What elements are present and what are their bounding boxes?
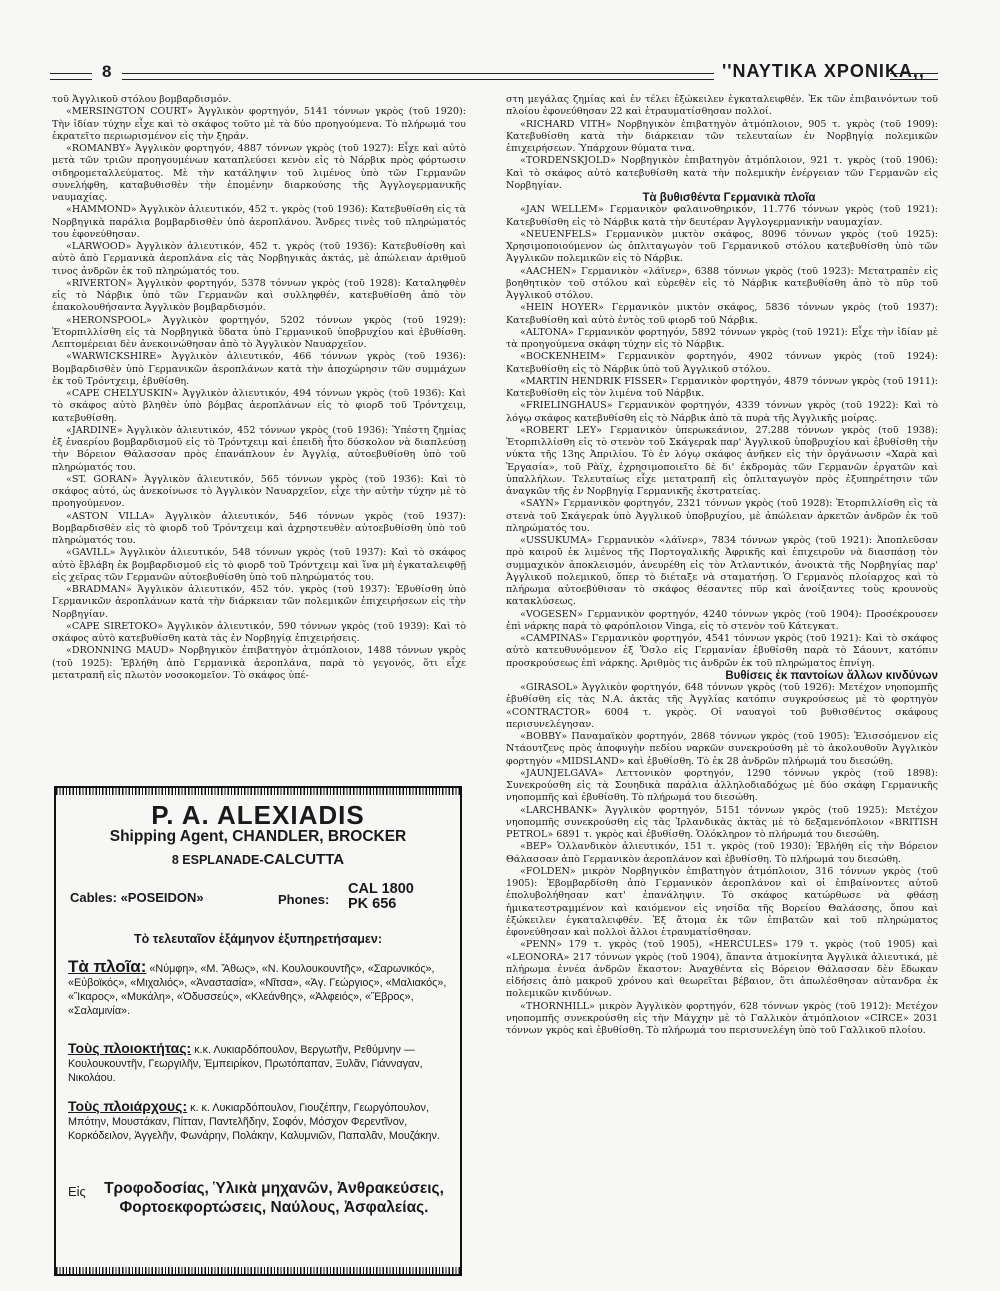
article-paragraph: «ALTONA» Γερμανικὸν φορτηγόν, 5892 τόννων γκρὸς (τοῦ 1921): Εἶχε τὴν ἰδίαν μὲ τὰ προηγούμενα σκάφη τύχην εἰς τὸ Νάρβικ. — [506, 326, 938, 350]
ad-services: Shipping Agent, CHANDLER, BROCKER — [109, 828, 407, 845]
article-paragraph: «MERSINGTON COURT» Ἀγγλικὸν φορτηγόν, 5141 τόννων γκρὸς (τοῦ 1920): Τὴν ἰδίαν τύχην εἶχε καὶ τὸ σκάφος τοῦτο μὲ τὰ δύο προηγούμενα. Τὸ πλήρωμά του ἐκρατεῖτο περιωρισμένον εἰς τὴν ξηράν. — [52, 106, 466, 142]
article-paragraph: «RIVERTON» Ἀγγλικὸν φορτηγόν, 5378 τόννων γκρὸς (τοῦ 1928): Καταληφθὲν εἰς τὸ Νάρβικ ὑπὸ τῶν Γερμανῶν καὶ συλληφθέν, κατεβυθίσθη ἀπὸ τὸν ἐπακολουθήσαντα Ἀγγλικὸν βομβαρδισμόν. — [52, 277, 466, 314]
article-paragraph: «LARWOOD» Ἀγγλικὸν ἁλιευτικόν, 452 τ. γκρὸς (τοῦ 1936): Κατεβυθίσθη καὶ αὐτὸ ἀπὸ Γερμανικὰ ἀεροπλάνα εἰς τὰς Νορβηγικὰς ἀκτάς, μὲ ἀπώλειαν ἀριθμοῦ τινος ἀνδρῶν ἐκ τοῦ πληρώματός του. — [52, 241, 466, 277]
article-paragraph: «CAMPINAS» Γερμανικὸν φορτηγόν, 4541 τόννων γκρὸς (τοῦ 1921): Καὶ τὸ σκάφος αὐτὸ κατευθυνόμενον ἐξ Ὄσλο εἰς Γερμανίαν ἐβυθίσθη παρὰ τὸ Σάουντ, κατόπιν προσκρούσεως ἐπὶ νάρκης. Ἀριθμὸς τις ἀνδρῶν ἐκ τοῦ πληρώματος ἐπνίγη. — [506, 633, 938, 669]
article-paragraph: «BOBBY» Παναμαϊκὸν φορτηγόν, 2868 τόννων γκρὸς (τοῦ 1905): Ἐλισσόμενον εἰς Ντάουτζενς πρὸς ἀποφυγὴν πεδίου ναρκῶν συνεκρούσθη μὲ τὸ ἀκολουθοῦν Ἀγγλικὸν φορτηγὸν «MIDSLAND» καὶ ἐβυθίσθη. Τὸ ἐκ 28 ἀνδρῶν πλήρωμά του διεσώθη. — [506, 731, 938, 767]
article-paragraph: «BOCKENHEIM» Γερμανικὸν φορτηγόν, 4902 τόννων γκρὸς (τοῦ 1924): Κατεβυθίσθη εἰς τὸ Νάρβικ ὑπὸ τοῦ Ἀγγλικοῦ στόλου. — [506, 351, 938, 375]
ad-owners-section: Τοὺς πλοιοκτήτας: κ.κ. Λυκιαρδόπουλον, Βεργωτῆν, Ρεθύμνην — Κουλουκουντῆν, Γεωργιλῆν, Ἐμπειρίκον, Πρωτόπαπαν, Ξυλᾶν, Γιάνναγαν, Νικολάου. — [68, 1040, 423, 1084]
ad-captains-section: Τοὺς πλοιάρχους: κ. κ. Λυκιαρδόπουλον, Γιουζέπην, Γεωργόπουλον, Μπότην, Μουστάκαν, Πίτταν, Παντελῆδην, Σοφόν, Μόσχον Φερεντῖνον, Κορκόδειλον, Ἀγγελῆν, Φωνάρην, Πολάκην, Καλυμνιῶν, Παπαλᾶν, Μουζάκην. — [68, 1098, 440, 1142]
article-paragraph: «ASTON VILLA» Ἀγγλικὸν ἁλιευτικόν, 546 τόννων γκρὸς (τοῦ 1937): Βομβαρδισθὲν εἰς τὸ φιορδ τοῦ Τρόντχειμ καὶ ἀχρηστευθὲν αὐτοεβυθίσθη ὑπὸ τοῦ πληρώματός του. — [52, 510, 466, 546]
article-paragraph: «PENN» 179 τ. γκρὸς (τοῦ 1905), «HERCULES» 179 τ. γκρὸς (τοῦ 1905) καὶ «LEONORA» 217 τόννων γκρὸς (τοῦ 1904), ἅπαντα ἀτμοκίνητα Ἀγγλικὰ ἁλιευτικά, μὲ πλήρωμα ἐννέα ἀνδρῶν ἕκαστον: Ἀναχθέντα εἰς Βόρειον Θάλασσαν δὲν ἔδωκαν εἰδήσεις ἀπὸ μακροῦ χρόνου καὶ θεωρεῖται βέβαιον, ὅτι ἀπωλέσθησαν αὐτανδρα ἐκ πολεμικῶν κινδύνων. — [506, 939, 938, 1000]
page-header — [50, 62, 938, 86]
article-paragraph: «JAUNJELGAVA» Λεττονικὸν φορτηγόν, 1290 τόννων γκρὸς (τοῦ 1898): Συνεκρούσθη εἰς τὰ Σουηδικὰ παράλια ἀλληλοδιαδόχως μὲ δύο σκάφη Γερμανικῆς νηοπομπῆς καὶ ἐβυθίσθη. Τὸ πλήρωμά του διεσώθη. — [506, 767, 938, 804]
article-paragraph: «USSUKUMA» Γερμανικὸν «λάϊνερ», 7834 τόννων γκρὸς (τοῦ 1921): Ἀποπλεῦσαν πρὸ καιροῦ ἐκ λιμένος τῆς Πορτογαλικῆς Ἀφρικῆς καὶ ἐπιχειροῦν νὰ διασπάσῃ τὸν συμμαχικὸν ἀποκλεισμόν, ἀνευρέθη εἰς τὸν Ἀτλαντικόν, ἀνοικτὰ τῆς Νορβηγίας παρ' Ἀγγλικοῦ πολεμικοῦ, ὅπερ τὸ διέταξε νὰ σταματήσῃ. Ὁ Γερμανὸς πλοίαρχος καὶ τὸ πλήρωμα αὐτοεβύθισαν τὸ σκάφος θέσαντες πῦρ καὶ ἀνοίξαντες τοὺς κρουνοὺς κατακλύσεως. — [506, 535, 938, 608]
alexiadis-advertisement: P. A. ALEXIADIS Shipping Agent, CHANDLER, BROCKER 8 ESPLANADE-CALCUTTA Cables: «POSEIDON» Phones: CAL 1800 PK 656 Τὸ τελευταῖον ἑξάμηνον ἐξυπηρετήσαμεν: Τὰ πλοῖα: «Νύμφη», «Μ. Ἄθως», «Ν. Κουλουκουντῆς», «Σαρωνικός», «Εὐβοϊκός», «Μιχαλιός», «Ἀναστασία», «Νῖτσα», «Ἁγ. Γεώργιος», «Μαλιακός», «Ἴκαρος», «Μυκάλη», «Ὀδυσσεύς», «Κλεάνθης», «Ἀλφειός», «Ἔβρος», «Σαλαμινία». Τοὺς πλοιοκτήτας: κ.κ. Λυκιαρδόπουλον, Βεργωτῆν, Ρεθύμνην — Κουλουκουντῆν, Γεωργιλῆν, Ἐμπειρίκον, Πρωτόπαπαν, Ξυλᾶν, Γιάνναγαν, Νικολάου. Τοὺς πλοιάρχους: κ. κ. Λυκιαρδόπουλον, Γιουζέπην, Γεωργόπουλον, Μπότην, Μουστάκαν, Πίτταν, Παντελῆδην, Σοφόν, Μόσχον Φερεντῖνον, Κορκόδειλον, Ἀγγελῆν, Φωνάρην, Πολάκην, Καλυμνιῶν, Παπαλᾶν, Μουζάκην. Εἰς Τροφοδοσίας, Ὑλικὰ μηχανῶν, Ἀνθρακεύσεις, Φορτοεκφορτώσεις, Ναύλους, Ἀσφαλείας. — [54, 786, 462, 1276]
article-paragraph: «AACHEN» Γερμανικὸν «λάϊνερ», 6388 τόννων γκρὸς (τοῦ 1923): Μετατραπὲν εἰς βοηθητικὸν τοῦ στόλου καὶ εὑρεθὲν εἰς τὸ Νάρβικ κατεβυθίσθη ἀπὸ τὸ πῦρ τοῦ Ἀγγλικοῦ στόλου. — [506, 265, 938, 301]
header-rule-left — [50, 73, 92, 80]
right-column-article — [506, 94, 938, 1284]
article-paragraph: «DRONNING MAUD» Νορβηγικὸν ἐπιβατηγὸν ἀτμόπλοιον, 1488 τόννων γκρὸς (τοῦ 1925): Ἐβλήθη ἀπὸ Γερμανικὰ ἀεροπλάνα, παρὰ τὸ γεγονός, ὅτι εἶχε μετατραπῆ εἰς πλωτὸν νοσοκομεῖον. Τὸ σκάφος ὑπέ- — [52, 645, 466, 681]
ad-border-bottom — [56, 1267, 460, 1274]
ad-phone-numbers — [348, 882, 414, 912]
ad-served-heading: Τὸ τελευταῖον ἑξάμηνον ἐξυπηρετήσαμεν: — [134, 932, 382, 946]
ad-address: 8 ESPLANADE-CALCUTTA — [171, 851, 345, 868]
section-heading-german-ships: Τὰ βυθισθέντα Γερμανικὰ πλοῖα — [642, 192, 816, 204]
left-column-article — [52, 94, 466, 784]
ad-ships-section: Τὰ πλοῖα: «Νύμφη», «Μ. Ἄθως», «Ν. Κουλουκουντῆς», «Σαρωνικός», «Εὐβοϊκός», «Μιχαλιός», «Ἀναστασία», «Νῖτσα», «Ἁγ. Γεώργιος», «Μαλιακός», «Ἴκαρος», «Μυκάλη», «Ὀδυσσεύς», «Κλεάνθης», «Ἀλφειός», «Ἔβρος», «Σαλαμινία». — [68, 957, 447, 1017]
article-paragraph: τοῦ Ἀγγλικοῦ στόλου βομβαρδισμόν. — [52, 94, 232, 105]
article-paragraph: «CAPE SIRETOKO» Ἀγγλικὸν ἁλιευτικόν, 590 τόννων γκρὸς (τοῦ 1939): Καὶ τὸ σκάφος αὐτὸ κατεβυθίσθη κατὰ τὰς ἐν Νορβηγίᾳ ἐπιχειρήσεις. — [52, 620, 466, 644]
page-number: 8 — [102, 62, 112, 81]
article-paragraph: «HAMMOND» Ἀγγλικὸν ἁλιευτικόν, 452 τ. γκρὸς (τοῦ 1936): Κατεβυθίσθη εἰς τὰ Νορβηγικὰ παράλια βομβαρδισθὲν ὑπὸ ἀεροπλάνου. Ἄνδρες τινὲς τοῦ πληρώματός του ἐφονεύθησαν. — [52, 204, 466, 240]
header-rule-right — [890, 73, 938, 80]
article-paragraph: «ST. GORAN» Ἀγγλικὸν ἁλιευτικόν, 565 τόννων γκρὸς (τοῦ 1936): Καὶ τὸ σκάφος αὐτό, ὡς ἀνεκοίνωσε τὸ Ἀγγλικὸν Ναυαρχεῖον, εἶχε τὴν αὐτὴν τύχην μὲ τὸ προηγούμενον. — [52, 473, 466, 510]
ad-phone-1: CAL 1800 — [348, 881, 414, 897]
article-paragraph: «TORDENSKJOLD» Νορβηγικὸν ἐπιβατηγὸν ἀτμόπλοιον, 921 τ. γκρὸς (τοῦ 1906): Καὶ τὸ σκάφος αὐτὸ κατεβυθίσθη κατὰ τὴν πολεμικὴν ἐνέργειαν τῶν Γερμανῶν εἰς Νορβηγίαν. — [506, 155, 938, 191]
article-paragraph: «ROMANBY» Ἀγγλικὸν φορτηγόν, 4887 τόννων γκρὸς (τοῦ 1927): Εἶχε καὶ αὐτὸ μετὰ τῶν τριῶν προηγουμένων καταπλεύσει κενὸν εἰς τὸ Νάρβικ πρὸς φόρτωσιν σιδηρομεταλλεύματος. Μὲ τὴν κατάληψιν τοῦ λιμένος ὑπὸ τῶν Γερμανῶν συνελήφθη, καταβυθισθὲν τὴν ἑπομένην διαρκούσης τῆς Ἀγγλογερμανικῆς ναυμαχίας. — [52, 143, 466, 203]
article-paragraph: «LARCHBANK» Ἀγγλικὸν φορτηγόν, 5151 τόννων γκρὸς (τοῦ 1925): Μετέχον νηοπομπῆς συνεκρούσθη εἰς τὰς Ἰρλανδικὰς ἀκτὰς μὲ τὸ δεξαμενόπλοιον «BRITISH PETROL» 6891 τ. γκρὸς καὶ ἐβυθίσθη. Ὁλόκληρον τὸ πλήρωμά του διεσώθη. — [506, 804, 938, 840]
section-heading-other-causes: Βυθίσεις ἐκ παντοίων ἄλλων κινδύνων — [725, 669, 938, 682]
ad-company-name: P. A. ALEXIADIS — [151, 800, 365, 830]
ad-phone-2: PK 656 — [348, 896, 397, 912]
ad-cables: Cables: «POSEIDON» — [70, 890, 204, 905]
article-paragraph: «FRIELINGHAUS» Γερμανικὸν φορτηγόν, 4339 τόννων γκρὸς (τοῦ 1922): Καὶ τὸ λόγῳ σκάφος κατεβυθίσθη εἰς τὸ Νάρβικ ἀπὸ τὰ πυρὰ τῆς Ἀγγλικῆς μοίρας. — [506, 400, 938, 424]
article-paragraph: «VOGESEN» Γερμανικὸν φορτηγόν, 4240 τόννων γκρὸς (τοῦ 1904): Προσέκρουσεν ἐπὶ νάρκης παρὰ τὸ φαρόπλοιον Vinga, εἰς τὸ στενὸν τοῦ Κάτεγκατ. — [506, 608, 938, 632]
article-paragraph: «BRADMAN» Ἀγγλικὸν ἁλιευτικόν, 452 τόν. γκρὸς (τοῦ 1937): Ἐβυθίσθη ὑπὸ Γερμανικῶν ἀεροπλάνων κατὰ τὴν διάρκειαν τῶν πολεμικῶν ἐπιχειρήσεων εἰς τὴν Νορβηγίαν. — [52, 584, 466, 620]
article-paragraph: «HERONSPOOL» Ἀγγλικὸν φορτηγόν, 5202 τόννων γκρὸς (τοῦ 1929): Ἐτορπιλλίσθη εἰς τὰ Νορβηγικὰ ὕδατα ὑπὸ Γερμανικοῦ ὑποβρυχίου καὶ ἐβυθίσθη. Λεπτομέρειαι δὲν ἀνεκοινώθησαν ἀπὸ τὸ Ἀγγλικὸν Ναυαρχεῖον. — [52, 314, 466, 350]
article-paragraph: στη μεγάλας ζημίας καὶ ἐν τέλει ἐξώκειλεν ἐγκαταλειφθέν. Ἐκ τῶν ἐπιβαινόντων τοῦ πλοίου ἐφονεύθησαν 22 καὶ ἐτραυματίσθησαν πολλοί. — [506, 94, 938, 118]
article-paragraph: «GAVILL» Ἀγγλικὸν ἁλιευτικόν, 548 τόννων γκρὸς (τοῦ 1937): Καὶ τὸ σκάφος αὐτὸ ἔβλάβη ἐκ βομβαρδισμοῦ εἰς τὸ φιορδ τοῦ Τρόντχειμ καὶ ἵνα μὴ ἐγκαταλειφθῇ εἰς χεῖρας τῶν Γερμανῶν αὐτοεβυθίσθη ὑπὸ τοῦ πληρώματός του. — [52, 547, 466, 583]
article-paragraph: «RICHARD VITH» Νορβηγικὸν ἐπιβατηγὸν ἀτμόπλοιον, 905 τ. γκρὸς (τοῦ 1909): Κατεβυθίσθη κατὰ τὴν διάρκειαν τῶν τελευταίων ἐν Νορβηγίᾳ πολεμικῶν ἐπιχειρήσεων. Ὑπάρχουν θύματα τινα. — [506, 118, 938, 154]
header-rule-middle — [122, 73, 714, 80]
article-paragraph: «SAYN» Γερμανικὸν φορτηγόν, 2321 τόννων γκρὸς (τοῦ 1928): Ἐτορπιλλίσθη εἰς τὰ στενὰ τοῦ Σκάγεραk ὑπὸ Ἀγγλικοῦ ὑποβρυχίου, μὲ ἀπώλειαν ἀρκετῶν ἀνδρῶν ἐκ τοῦ πληρώματός του. — [506, 498, 938, 534]
article-paragraph: «ROBERT LEY» Γερμανικὸν ὑπερωκεάνιον, 27.288 τόννων γκρὸς (τοῦ 1938): Ἐτορπιλλίσθη εἰς τὸ στενὸν τοῦ Σκάγεραk παρ' Ἀγγλικοῦ ὑποβρυχίου καὶ ἐβυθίσθη τὴν νύκτα τῆς 13ης Ἀπριλίου. Τὸ ἐν λόγῳ σκάφος ἀνῆκεν εἰς τὴν ὀργάνωσιν «Χαρὰ καὶ Ἐργασία», τοῦ Ρὰϊχ, ἐχρησιμοποιεῖτο δὲ δι' ἐκδρομὰς τῶν Γερμανῶν ἐργατῶν καὶ ὑπαλλήλων. Τελευταίως εἶχε μετατραπῆ εἰς ὁπλιταγωγὸν πρὸς ἐξυπηρέτησιν τῶν ἀναγκῶν τῆς ἐν Νορβηγίᾳ Γερμανικῆς ἐκστρατείας. — [506, 424, 938, 497]
article-paragraph: «MARTIN HENDRIK FISSER» Γερμανικὸν φορτηγόν, 4879 τόννων γκρὸς (τοῦ 1911): Κατεβυθίσθη εἰς τὸν λιμένα τοῦ Νάρβικ. — [506, 375, 938, 399]
article-paragraph: «WARWICKSHIRE» Ἀγγλικὸν ἁλιευτικόν, 466 τόννων γκρὸς (τοῦ 1936): Βομβαρδισθὲν ὑπὸ Γερμανικῶν ἀεροπλάνων κατὰ τὴν ἀποχώρησιν τῶν συμμάχων ἐκ τοῦ Τρόντχειμ, ἐβυθίσθη. — [52, 351, 466, 387]
publication-title: ''ΝΑΥΤΙΚΑ ΧΡΟΝΙΚΑ,, — [722, 61, 925, 81]
article-paragraph: «BEP» Ὁλλανδικὸν ἁλιευτικόν, 151 τ. γκρὸς (τοῦ 1930): Ἐβλήθη εἰς τὴν Βόρειον Θάλασσαν ἀπὸ Γερμανικὸν ἀεροπλάνον καὶ ἐβυθίσθη. Τὸ πλήρωμά του διεσώθη. — [506, 841, 938, 865]
article-paragraph: «FOLDEN» μικρὸν Νορβηγικὸν ἐπιβατηγὸν ἀτμόπλοιον, 316 τόννων γκρὸς (τοῦ 1905): Ἐβομβαρδίσθη ἀπὸ Γερμανικὸν ἀεροπλάνον καὶ οἱ ἐπιβαίνοντες αὐτοῦ ἐπολυβολήθησαν κατ' ἐπανάληψιν. Τὸ σκάφος κατώρθωσε νὰ φθάσῃ ἡμικατεστραμμένον καὶ καιόμενον εἰς νησίδα τῆς Βορείου Θαλάσσης, ὅπου καὶ ἐξώκειλεν ἐγκαταλειφθέν. Ἐξ ἄτομα ἐκ τῶν ἐπιβατῶν καὶ τοῦ πληρώματος ἐφονεύθησαν καὶ πολλοὶ ἄλλοι ἐτραυματίσθησαν. — [506, 865, 938, 938]
article-paragraph: «NEUENFELS» Γερμανικὸν μικτὸν σκάφος, 8096 τόννων γκρὸς (τοῦ 1925): Χρησιμοποιούμενον ὡς ὁπλιταγωγὸν τοῦ Γερμανικοῦ στόλου κατεβυθίσθη ὑπὸ τῶν Ἀγγλικῶν πολεμικῶν εἰς τὸ Νάρβικ. — [506, 228, 938, 265]
article-paragraph: «JARDINE» Ἀγγλικὸν ἁλιευτικόν, 452 τόννων γκρὸς (τοῦ 1936): Ὑπέστη ζημίας ἐξ ἐναερίου βομβαρδισμοῦ εἰς τὸ Τρόντχειμ καὶ ἐπειδὴ ἦτο δύσκολον νὰ διαπλεύσῃ τὴν Βόρειον Θάλασσαν πρὸς ἐπανάπλουν ἐν Ἀγγλίᾳ, αὐτοεβυθίσθη ὑπὸ τοῦ πληρώματός του. — [52, 424, 466, 473]
article-paragraph: «GIRASOL» Ἀγγλικὸν φορτηγόν, 648 τόννων γκρὸς (τοῦ 1926): Μετέχον νηοπομπῆς ἐβυθίσθη εἰς τὰς Ν.Α. ἀκτὰς τῆς Ἀγγλίας κατόπιν συγκρούσεως μὲ τὸ φορτηγὸν «CONTRACTOR» 6004 τ. γκρὸς. Οἱ ναυαγοὶ τοῦ βυθισθέντος σκάφους περισυνελέγησαν. — [506, 682, 938, 730]
ad-phones-label: Phones: — [278, 892, 330, 907]
article-paragraph: «CAPE CHELYUSKIN» Ἀγγλικὸν ἁλιευτικόν, 494 τόννων γκρὸς (τοῦ 1936): Καὶ τὸ σκάφος αὐτὸ βληθὲν ὑπὸ βόμβας ἀεροπλάνων εἰς τὸ φιορδ τοῦ Τρόντχειμ, κατεβυθίσθη. — [52, 388, 466, 424]
article-paragraph: «THORNHILL» μικρὸν Ἀγγλικὸν φορτηγόν, 628 τόννων γκρὸς (τοῦ 1912): Μετέχον νηοπομπῆς συνεκρούσθη εἰς τὴν Μάγχην μὲ τὸ Γαλλικὸν ἀτμόπλοιον «CIRCE» 2031 τόννων γκρὸς καὶ ἐβυθίσθη. Τὸ πλήρωμά του περισυνελέγη ὑπὸ τοῦ Γαλλικοῦ πλοίου. — [506, 1000, 938, 1036]
article-paragraph: «JAN WELLEM» Γερμανικὸν φαλαινοθηρικόν, 11.776 τόννων γκρὸς (τοῦ 1921): Κατεβυθίσθη εἰς τὸ Νάρβικ κατὰ τὴν δευτέραν Ἀγγλογερμανικὴν ναυμαχίαν. — [506, 204, 938, 228]
ad-border-top — [56, 788, 460, 795]
article-paragraph: «HEIN HOYER» Γερμανικὸν μικτὸν σκάφος, 5836 τόννων γκρὸς (τοῦ 1937): Κατεβυθίσθη καὶ αὐτὸ ἐντὸς τοῦ φιορδ τοῦ Νάρβικ. — [506, 302, 938, 326]
